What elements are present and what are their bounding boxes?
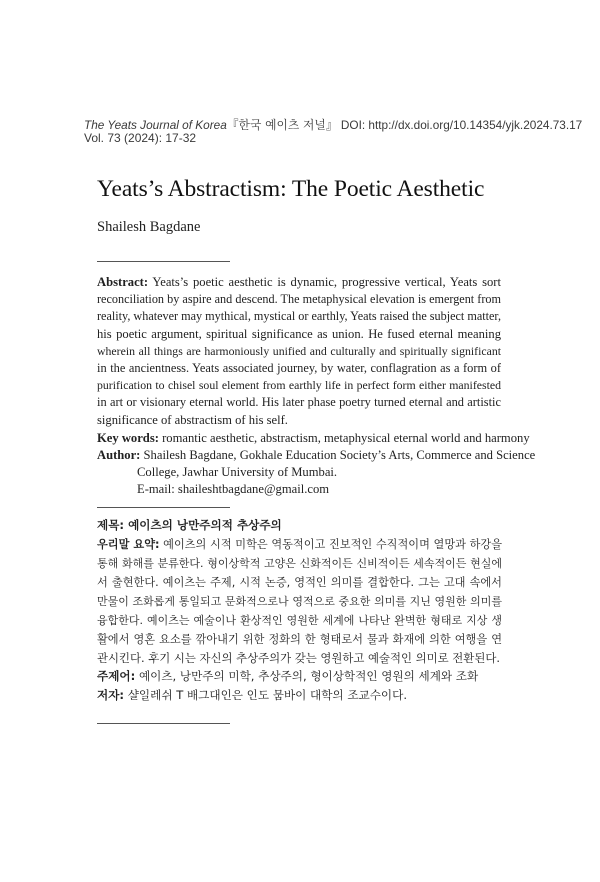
author-info-block [97, 447, 536, 499]
section-divider [97, 261, 230, 262]
korean-abstract-line: 만물이 조화롭게 통일되고 문화적으로나 영적으로 중요한 의미를 지닌 영원한 의미를 [97, 595, 502, 608]
keywords-label: Key words: [97, 431, 159, 445]
abstract-line: his poetic argument, spiritual significance as union. He fused eternal meaning [97, 326, 501, 341]
korean-abstract-line: 융합한다. 예이츠는 예술이나 환상적인 영원한 세계에 나타난 완벽한 형태로 지상 생 [97, 614, 502, 627]
section-divider [97, 723, 230, 724]
abstract-line: reality, whatever may mythical, mystical or earthly, Yeats raised the subject matter, [97, 309, 501, 324]
korean-keywords-line [97, 667, 478, 686]
article-author: Shailesh Bagdane [97, 219, 201, 235]
abstract-line: in the ancientness. Yeats associated journey, by water, conflagration as a form of [97, 361, 501, 376]
abstract-block [97, 274, 501, 429]
korean-title: 제목: 예이츠의 낭만주의적 추상주의 [97, 518, 282, 532]
journal-name: The Yeats Journal of Korea [84, 118, 227, 132]
korean-abstract-block [97, 535, 502, 668]
section-divider [97, 507, 230, 508]
korean-author-line [97, 686, 407, 705]
article-title: Yeats’s Abstractism: The Poetic Aesthetic [97, 176, 485, 202]
korean-abstract-line: 통해 화해를 분류한다. 형이상학적 고양은 신화적이든 신비적이든 세속적이든 현실에 [97, 557, 502, 570]
abstract-label: Abstract: [97, 275, 149, 289]
korean-author-text: 샬일레쉬 T 배그대인은 인도 뭄바이 대학의 조교수이다. [127, 688, 408, 702]
abstract-line: in art or visionary eternal world. His later phase poetry turned eternal and artistic [97, 395, 501, 410]
abstract-line: significance of abstractism of his self. [97, 412, 288, 427]
author-label: Author: [97, 448, 141, 462]
korean-keywords-text: 예이츠, 낭만주의 미학, 추상주의, 형이상학적인 영원의 세계와 조화 [138, 669, 479, 683]
keywords-text: romantic aesthetic, abstractism, metaphysical eternal world and harmony [162, 431, 530, 445]
abstract-line: purification to chisel soul element from earthly life in perfect form either manifested [97, 378, 501, 393]
korean-keywords-label: 주제어: [97, 669, 136, 683]
abstract-line: Abstract: Yeats’s poetic aesthetic is dynamic, progressive vertical, Yeats sort [97, 275, 501, 289]
korean-abstract-line: 우리말 요약: 예이츠의 시적 미학은 역동적이고 진보적인 수직적이며 열망과 하강을 [97, 538, 502, 551]
korean-abstract-label: 우리말 요약: [97, 538, 160, 551]
korean-author-label: 저자: [97, 688, 125, 702]
korean-abstract-line: 활에서 영혼 요소를 깎아내기 위한 정화의 한 형태로서 물과 화재에 의한 여행을 연 [97, 633, 502, 646]
author-affiliation-line: Author: Shailesh Bagdane, Gokhale Education Society’s Arts, Commerce and Science [97, 448, 536, 462]
author-email[interactable]: E-mail: shaileshtbagdane@gmail.com [137, 482, 330, 497]
abstract-line: wherein all things are harmoniously unified and culturally and spiritually significant [97, 343, 501, 358]
korean-abstract-line: 관시킨다. 후기 시는 자신의 추상주의가 갖는 영원하고 예술적인 의미로 전환된다. [97, 651, 500, 665]
volume-info: Vol. 73 (2024): 17-32 [84, 131, 197, 145]
doi-link[interactable]: DOI: http://dx.doi.org/10.14354/yjk.2024.73.17 [340, 118, 583, 132]
journal-korean-name: 『한국 예이츠 저널』 [226, 118, 338, 132]
author-affiliation-line: College, Jawhar University of Mumbai. [137, 465, 338, 480]
abstract-line: reconciliation by aspire and descend. The metaphysical elevation is emergent from [97, 292, 501, 307]
keywords-line [97, 430, 530, 447]
korean-abstract-line: 서 출현한다. 예이츠는 주제, 시적 논증, 영적인 의미를 결합한다. 그는 고대 속에서 [97, 576, 502, 589]
